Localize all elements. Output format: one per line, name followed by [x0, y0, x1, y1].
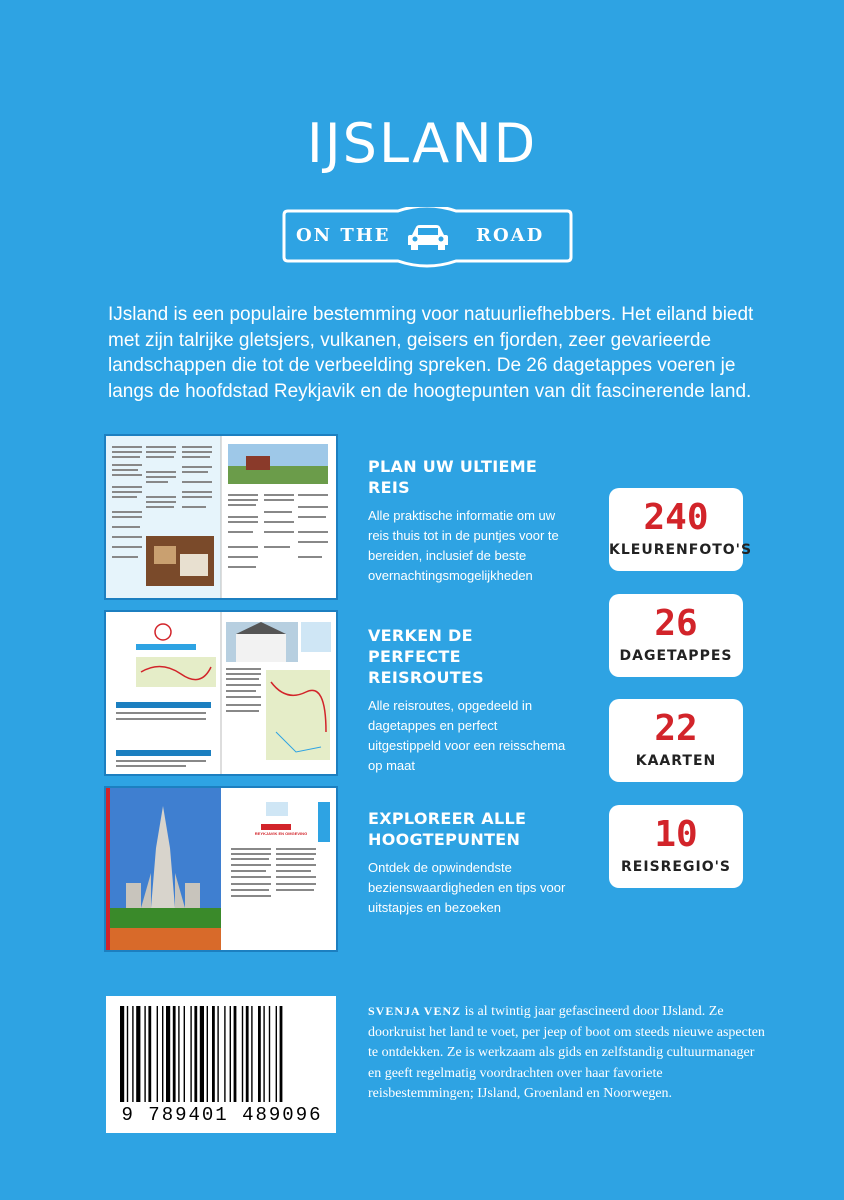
stat-maps-label: KAARTEN: [635, 753, 717, 769]
spread-city-heading: REYKJAVIK EN OMGEVING: [254, 831, 308, 836]
feature-highlights: [368, 808, 568, 918]
stat-photos: [609, 488, 753, 571]
car-icon: [406, 223, 450, 251]
author-name: SVENJA VENZ: [368, 1004, 462, 1018]
stat-maps-number: 22: [654, 708, 698, 749]
barcode-bar: [263, 1006, 264, 1102]
barcode-bar: [200, 1006, 204, 1102]
barcode-bar: [190, 1006, 191, 1102]
barcode-bar: [178, 1006, 179, 1102]
stat-stages: [609, 594, 743, 677]
author-bio-text: is al twintig jaar gefascineerd door IJsland. Ze doorkruist het land te voet, per jeep of boot om steeds nieuwe aspecten te ontdekken. Ze is werkzaam als gids en zelfstandig cultuurmanager en geeft regelmatig voordrachten over haar favoriete reisbestemmingen; IJsland, Groenland en Noorwegen.: [368, 1004, 765, 1101]
barcode-bar: [162, 1006, 163, 1102]
barcode: [106, 996, 336, 1133]
stat-stages-label: DAGETAPPES: [619, 648, 733, 664]
barcode-bar: [276, 1006, 277, 1102]
barcode-bar: [132, 1006, 133, 1102]
feature-routes-title: VERKEN DE PERFECTE REISROUTES: [368, 626, 485, 687]
spread-routes-image: [106, 612, 336, 774]
stat-regions-label: REISREGIO'S: [621, 859, 731, 875]
stat-regions-number: 10: [654, 814, 698, 855]
barcode-bar: [157, 1006, 158, 1102]
barcode-bar: [184, 1006, 185, 1102]
stat-stages-number: 26: [654, 603, 698, 644]
barcode-bar: [251, 1006, 252, 1102]
barcode-bar: [280, 1006, 283, 1102]
feature-highlights-text: Ontdek de opwindendste bezienswaardigheden en tips voor uitstapjes en bezoeken: [368, 860, 566, 915]
badge-text-right: ROAD: [476, 225, 545, 246]
spread-plan-image: [106, 436, 336, 598]
barcode-bar: [148, 1006, 151, 1102]
barcode-bar: [217, 1006, 218, 1102]
barcode-bar: [194, 1006, 197, 1102]
feature-plan-text: Alle praktische informatie om uw reis thuis tot in de puntjes voor te bereiden, inclusief de beste overnachtingsmogelijkheden: [368, 508, 559, 583]
feature-routes: [368, 625, 568, 776]
barcode-number: 9 789401 489096: [121, 1104, 323, 1126]
barcode-bar: [173, 1006, 176, 1102]
barcode-bar: [136, 1006, 140, 1102]
barcode-bar: [269, 1006, 270, 1102]
barcode-bar: [166, 1006, 170, 1102]
book-spread-plan: [106, 436, 336, 598]
book-spread-routes: [106, 612, 336, 774]
barcode-bar: [207, 1006, 208, 1102]
spread-highlights-image: [106, 788, 336, 950]
feature-routes-text: Alle reisroutes, opgedeeld in dagetappes en perfect uitgestippeld voor een reisschema op maat: [368, 698, 566, 773]
barcode-bar: [246, 1006, 249, 1102]
book-spread-highlights: [106, 788, 336, 950]
badge-text-left: ON THE: [296, 225, 391, 246]
barcode-bar: [234, 1006, 237, 1102]
stat-photos-label: KLEURENFOTO'S: [609, 542, 753, 558]
barcode-bar: [258, 1006, 261, 1102]
on-the-road-badge: [280, 207, 575, 269]
barcode-bar: [212, 1006, 215, 1102]
feature-plan-title: PLAN UW ULTIEME REIS: [368, 457, 538, 497]
intro-text: IJsland is een populaire bestemming voor natuurliefhebbers. Het eiland biedt met zijn talrijke gletsjers, vulkanen, geisers en fjorden, zeer gevarieerde landschappen die tot de verbeelding spreken. De 26 dagetappes voeren je langs de hoofdstad Reykjavik en de hoogtepunten van dit fascinerende land.: [108, 304, 754, 402]
barcode-bar: [242, 1006, 243, 1102]
feature-highlights-title: EXPLOREER ALLE HOOGTEPUNTEN: [368, 809, 527, 849]
author-bio: [368, 1001, 768, 1105]
barcode-bar: [127, 1006, 128, 1102]
stat-maps: [609, 699, 743, 782]
stat-photos-number: 240: [643, 497, 709, 538]
barcode-bar: [120, 1006, 124, 1102]
feature-plan: [368, 456, 568, 586]
barcode-bar: [144, 1006, 145, 1102]
stat-regions: [609, 805, 743, 888]
barcode-bar: [224, 1006, 225, 1102]
barcode-bar: [230, 1006, 231, 1102]
book-title: IJSLAND: [306, 112, 538, 175]
